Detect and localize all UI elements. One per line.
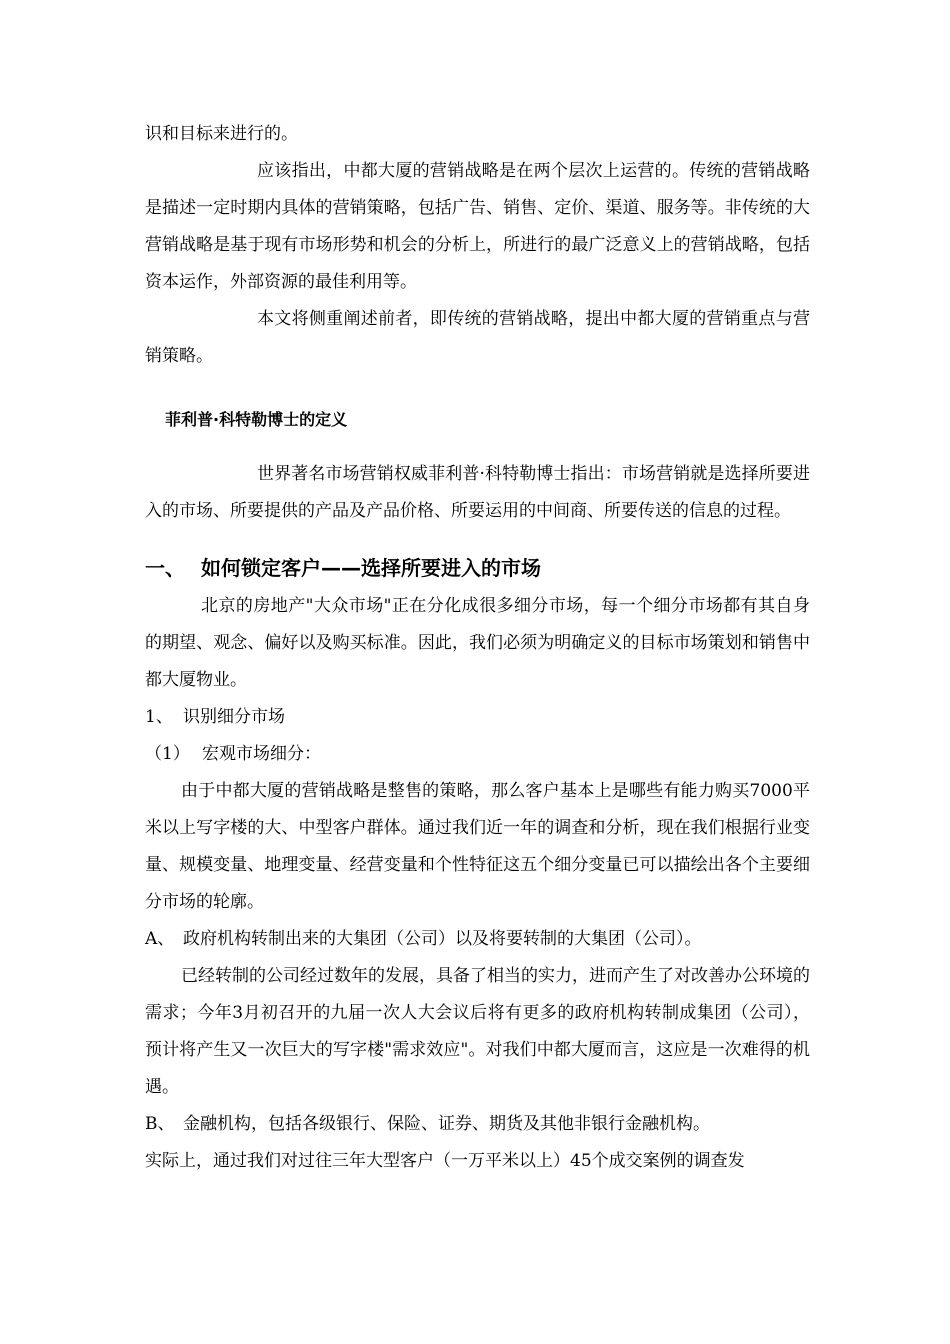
spacer	[145, 530, 810, 548]
paragraph-kotler-definition: 世界著名市场营销权威菲利普·科特勒博士指出：市场营销就是选择所要进入的市场、所要提供的产品及产品价格、所要运用的中间商、所要传送的信息的过程。	[145, 464, 810, 521]
paragraph-focus: 本文将侧重阐述前者，即传统的营销战略，提出中都大厦的营销重点与营销策略。	[145, 309, 810, 366]
paragraph-market-segmentation: 北京的房地产"大众市场"正在分化成很多细分市场，每一个细分市场都有其自身的期望、观念、偏好以及购买标准。因此，我们必须为明确定义的目标市场策划和销售中都大厦物业。	[145, 596, 810, 690]
list-item-number: 1、	[145, 707, 173, 727]
list-item-text: 政府机构转制出来的大集团（公司）以及将要转制的大集团（公司）。	[183, 929, 702, 949]
list-item-number: A、	[145, 929, 175, 949]
paragraph-survey: 实际上，通过我们对过往三年大型客户（一万平米以上）45个成交案例的调查发	[145, 1151, 745, 1171]
paragraph-continued: 识和目标来进行的。	[145, 124, 298, 144]
section-subheading: 菲利普·科特勒博士的定义	[165, 410, 348, 429]
paragraph-government-groups: 已经转制的公司经过数年的发展，具备了相当的实力，进而产生了对改善办公环境的需求；今年3月初召开的九届一次人大会议后将有更多的政府机构转制成集团（公司），预计将产生又一次巨大的写字楼"需求效应"。对我们中都大厦而言，这应是一次难得的机遇。	[145, 966, 810, 1097]
list-item-text: 识别细分市场	[183, 707, 285, 727]
heading-number: 一、	[145, 556, 185, 580]
spacer	[145, 375, 810, 401]
list-item-number: （1）	[145, 744, 190, 764]
list-item-1	[145, 699, 810, 736]
list-item-text: 宏观市场细分：	[202, 744, 321, 764]
list-item-text: 金融机构，包括各级银行、保险、证券、期货及其他非银行金融机构。	[183, 1114, 710, 1134]
heading-text: 如何锁定客户——选择所要进入的市场	[201, 556, 541, 580]
document-body	[145, 116, 810, 1180]
paragraph-strategy-levels: 应该指出，中都大厦的营销战略是在两个层次上运营的。传统的营销战略是描述一定时期内具体的营销策略，包括广告、销售、定价、渠道、服务等。非传统的大营销战略是基于现有市场形势和机会的分析上，所进行的最广泛意义上的营销战略，包括资本运作，外部资源的最佳利用等。	[145, 161, 810, 292]
list-item-number: B、	[145, 1114, 175, 1134]
spacer	[145, 438, 810, 456]
paragraph-macro-segmentation: 由于中都大厦的营销战略是整售的策略，那么客户基本上是哪些有能力购买7000平米以上写字楼的大、中型客户群体。通过我们近一年的调查和分析，现在我们根据行业变量、规模变量、地理变量、经营变量和个性特征这五个细分变量已可以描绘出各个主要细分市场的轮廓。	[145, 781, 810, 912]
section-heading	[145, 548, 810, 588]
list-item-a	[145, 921, 810, 958]
list-item-1-1	[145, 736, 810, 773]
list-item-b	[145, 1106, 810, 1143]
